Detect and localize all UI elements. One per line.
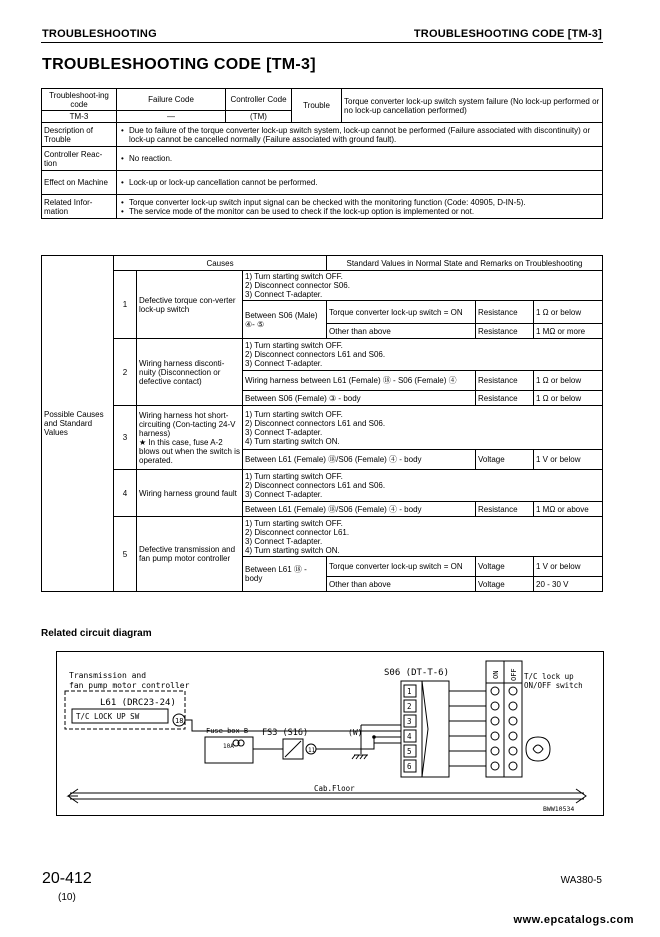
cause-text: Wiring harness disconti-nuity (Disconnection or defective contact)	[137, 339, 243, 406]
standard-value: 20 - 30 V	[534, 577, 603, 592]
floor-label: Cab.Floor	[314, 784, 355, 793]
standard-value: 1 MΩ or more	[534, 324, 603, 339]
step: 1) Turn starting switch OFF.	[245, 409, 343, 419]
row-item: • The service mode of the monitor can be used to check if the lock-up option is implemented or not.	[119, 207, 600, 216]
row-item: • No reaction.	[119, 154, 600, 163]
fig-code: BWW10534	[543, 805, 575, 813]
measure-type: Resistance	[476, 502, 534, 517]
h-trouble: Trouble	[292, 89, 342, 123]
cause-text: Defective transmission and fan pump motor controller	[137, 517, 243, 592]
measure-type: Resistance	[476, 391, 534, 406]
step: 4) Turn starting switch ON.	[245, 545, 340, 555]
connector-wedge	[422, 681, 428, 777]
standard-value: 1 Ω or below	[534, 301, 603, 324]
step: 2) Disconnect connector L61.	[245, 527, 350, 537]
measure-type: Resistance	[476, 371, 534, 391]
col-off: OFF	[510, 668, 518, 681]
pin-label-1: 1	[407, 687, 412, 696]
pin-11-label: 11	[308, 747, 316, 754]
arrow-right-icon	[576, 789, 586, 803]
h-failure-code: Failure Code	[117, 89, 226, 111]
causes-table	[41, 255, 603, 592]
measure-type: Resistance	[476, 301, 534, 324]
ctrl-signal: T/C LOCK UP SW	[76, 712, 140, 721]
wire-5	[374, 737, 401, 743]
condition: Between L61 (Female) ⑱/S06 (Female) ④ - body	[243, 450, 476, 470]
ctrl-label-1: Transmission and	[69, 671, 147, 680]
wire-color: (W)	[348, 728, 363, 737]
step: 3) Connect T-adapter.	[245, 536, 323, 546]
pin-18-label: 18	[175, 717, 184, 725]
measure-type: Voltage	[476, 577, 534, 592]
row-label: Description of Trouble	[42, 123, 117, 147]
measure-point: Between L61 ⑱ - body	[243, 557, 327, 592]
pin-label-5: 5	[407, 747, 412, 756]
cause-text: Defective torque con-verter lock-up switch	[137, 271, 243, 339]
running-header-right: TROUBLESHOOTING CODE [TM-3]	[413, 28, 602, 40]
watermark: www.epcatalogs.com	[513, 914, 634, 926]
failure-value: —	[117, 111, 226, 123]
step: 3) Connect T-adapter.	[245, 490, 323, 499]
fusebox-label: Fuse box B	[206, 727, 249, 735]
step: 1) Turn starting switch OFF.	[245, 272, 343, 281]
side-label: Possible Causes and Standard Values	[42, 256, 114, 592]
trouble-text: Torque converter lock-up switch system failure (No lock-up performed or no lock-up cancellation performed)	[342, 89, 603, 123]
sw-connector: S06 (DT-T-6)	[384, 668, 450, 678]
step: 2) Disconnect connector S06.	[245, 281, 350, 290]
condition: Between S06 (Female) ③ - body	[243, 391, 476, 406]
row-label: Related Infor-mation	[42, 195, 117, 219]
ground-icon	[352, 755, 367, 759]
fusebox-rect	[205, 737, 253, 763]
h-controller-code: Controller Code	[226, 89, 292, 111]
fuse-icon	[233, 740, 244, 746]
step: 4) Turn starting switch ON.	[245, 436, 340, 446]
pin-label-2: 2	[407, 702, 412, 711]
h-troubleshooting-code: Troubleshoot-ing code	[42, 89, 117, 111]
measure-type: Voltage	[476, 450, 534, 470]
condition: Other than above	[327, 577, 476, 592]
condition: Between L61 (Female) ⑱/S06 (Female) ④ - body	[243, 502, 476, 517]
running-header-left: TROUBLESHOOTING	[42, 28, 157, 40]
step: 2) Disconnect connectors L61 and S06.	[245, 418, 386, 428]
step: 1) Turn starting switch OFF.	[245, 518, 343, 528]
cause-number: 2	[114, 339, 137, 406]
row-item: • Due to failure of the torque converter lock-up switch system, lock-up cannot be performed (Failure associated with discontinuity) or lock-up cannot be cancelled normally (Failure associated with ground fault).	[119, 126, 600, 144]
measure-type: Voltage	[476, 557, 534, 577]
standard-value: 1 V or below	[534, 450, 603, 470]
step: 2) Disconnect connectors L61 and S06.	[245, 350, 386, 359]
row-item: • Torque converter lock-up switch input signal can be checked with the monitoring function (Code: 40905, D-IN-5).	[119, 198, 600, 207]
section-title: Related circuit diagram	[41, 628, 152, 639]
row-label: Effect on Machine	[42, 171, 117, 195]
cause-number: 1	[114, 271, 137, 339]
pin-label-6: 6	[407, 762, 412, 771]
step: 3) Connect T-adapter.	[245, 290, 323, 299]
standard-value: 1 Ω or below	[534, 391, 603, 406]
fuse-name: FS3 (S16)	[262, 728, 309, 738]
controller-value: (TM)	[226, 111, 292, 123]
standard-value: 1 Ω or below	[534, 371, 603, 391]
step: 3) Connect T-adapter.	[245, 359, 323, 368]
cause-number: 4	[114, 470, 137, 517]
page-number: 20-412	[42, 870, 92, 887]
step: 1) Turn starting switch OFF.	[245, 472, 343, 481]
h-standard-values: Standard Values in Normal State and Remarks on Troubleshooting	[327, 256, 603, 271]
cause-text: Wiring harness hot short-circuiting (Con-tacting 24-V harness)	[139, 410, 236, 438]
switch-diagonal	[285, 741, 301, 757]
sw-label-2: ON/OFF switch	[524, 681, 583, 690]
revision: (10)	[58, 892, 76, 903]
step: 3) Connect T-adapter.	[245, 427, 323, 437]
fuse-amp: 10A	[223, 743, 234, 750]
cause-note: ★ In this case, fuse A-2 blows out when the switch is operated.	[139, 437, 240, 465]
cause-number: 3	[114, 406, 137, 470]
header-rule	[41, 42, 603, 43]
condition: Torque converter lock-up switch = ON	[327, 557, 476, 577]
circuit-diagram	[56, 651, 604, 816]
model-code: WA380-5	[560, 875, 602, 886]
condition: Torque converter lock-up switch = ON	[327, 301, 476, 324]
cause-number: 5	[114, 517, 137, 592]
measure-point: Between S06 (Male) ④- ⑤	[243, 301, 327, 339]
cause-text: Wiring harness ground fault	[137, 470, 243, 517]
measure-type: Resistance	[476, 324, 534, 339]
ctrl-connector: L61 (DRC23-24)	[100, 698, 176, 708]
ctrl-label-2: fan pump motor controller	[69, 681, 190, 690]
col-on: ON	[492, 670, 500, 679]
page-title: TROUBLESHOOTING CODE [TM-3]	[42, 56, 316, 73]
arrow-left-icon	[68, 789, 78, 803]
switch-wires	[449, 691, 486, 766]
s06-pins	[404, 685, 416, 772]
standard-value: 1 V or below	[534, 557, 603, 577]
condition: Wiring harness between L61 (Female) ⑱ - S06 (Female) ④	[243, 371, 476, 391]
row-item: • Lock-up or lock-up cancellation cannot be performed.	[119, 178, 600, 187]
h-causes: Causes	[114, 256, 327, 271]
code-value: TM-3	[42, 111, 117, 123]
pin-label-3: 3	[407, 717, 412, 726]
step: 2) Disconnect connectors L61 and S06.	[245, 481, 386, 490]
sw-label-1: T/C lock up	[524, 672, 574, 681]
trouble-info-table	[41, 88, 603, 219]
condition: Other than above	[327, 324, 476, 339]
lamp-icon	[526, 737, 550, 761]
pin-label-4: 4	[407, 732, 412, 741]
row-label: Controller Reac-tion	[42, 147, 117, 171]
step: 1) Turn starting switch OFF.	[245, 341, 343, 350]
standard-value: 1 MΩ or above	[534, 502, 603, 517]
